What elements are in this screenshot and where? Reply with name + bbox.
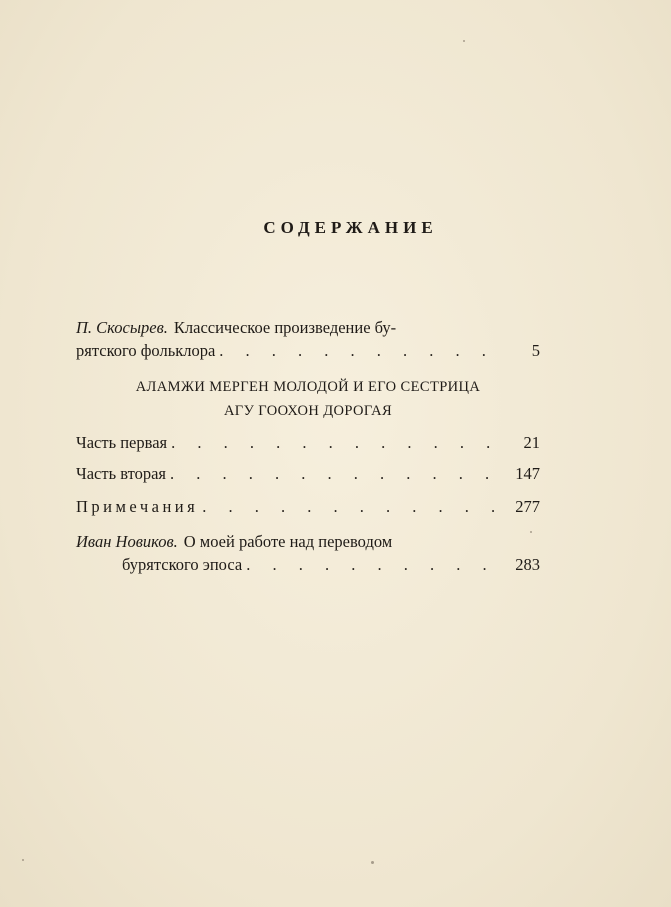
toc-entry-title: Часть первая (76, 433, 168, 452)
paper-speck (371, 861, 374, 864)
paper-speck (530, 531, 532, 533)
paper-speck (463, 40, 465, 42)
toc-entry-notes[interactable] (76, 495, 540, 518)
toc-page-number: 5 (531, 341, 540, 360)
leader-dots (202, 495, 508, 518)
toc-entry-line (76, 462, 540, 485)
leader-dots (246, 553, 508, 576)
toc-entry-author: Иван Новиков. (76, 532, 178, 551)
toc-entry-title-continued: бурятского эпоса (122, 555, 243, 574)
toc-entry-line (76, 530, 540, 553)
toc-entry-title: Классическое произведение бу- (173, 318, 397, 337)
toc-page-number: 147 (515, 464, 540, 483)
toc-entry-line (76, 316, 540, 339)
toc-entry-line (76, 553, 540, 576)
toc-entry-part-one[interactable] (76, 431, 540, 454)
leader-dots (170, 462, 508, 485)
toc-entry-line (76, 495, 540, 518)
leader-dots (171, 431, 508, 454)
paper-speck (22, 859, 24, 861)
toc-entry-afterword[interactable] (76, 530, 540, 576)
toc-entry-title-continued: рятского фольклора (76, 341, 216, 360)
toc-entry-intro[interactable] (76, 316, 540, 362)
section-heading (76, 375, 540, 423)
section-heading-line: АГУ ГООХОН ДОРОГАЯ (223, 403, 393, 419)
toc-entry-author: П. Скосырев. (76, 318, 168, 337)
leader-dots (219, 339, 508, 362)
toc-page-number: 21 (523, 433, 540, 452)
toc-page-number: 283 (515, 555, 540, 574)
toc-entry-title: Часть вторая (76, 464, 167, 483)
toc-entry-part-two[interactable] (76, 462, 540, 485)
toc-entry-title: Примечания (76, 497, 199, 516)
toc-page-number: 277 (515, 497, 540, 516)
toc-entry-line (76, 339, 540, 362)
page-title: СОДЕРЖАНИЕ (263, 218, 438, 237)
toc-entry-title: О моей работе над переводом (183, 532, 393, 551)
section-heading-line: АЛАМЖИ МЕРГЕН МОЛОДОЙ И ЕГО СЕСТРИЦА (135, 379, 481, 395)
toc-entry-line (76, 431, 540, 454)
